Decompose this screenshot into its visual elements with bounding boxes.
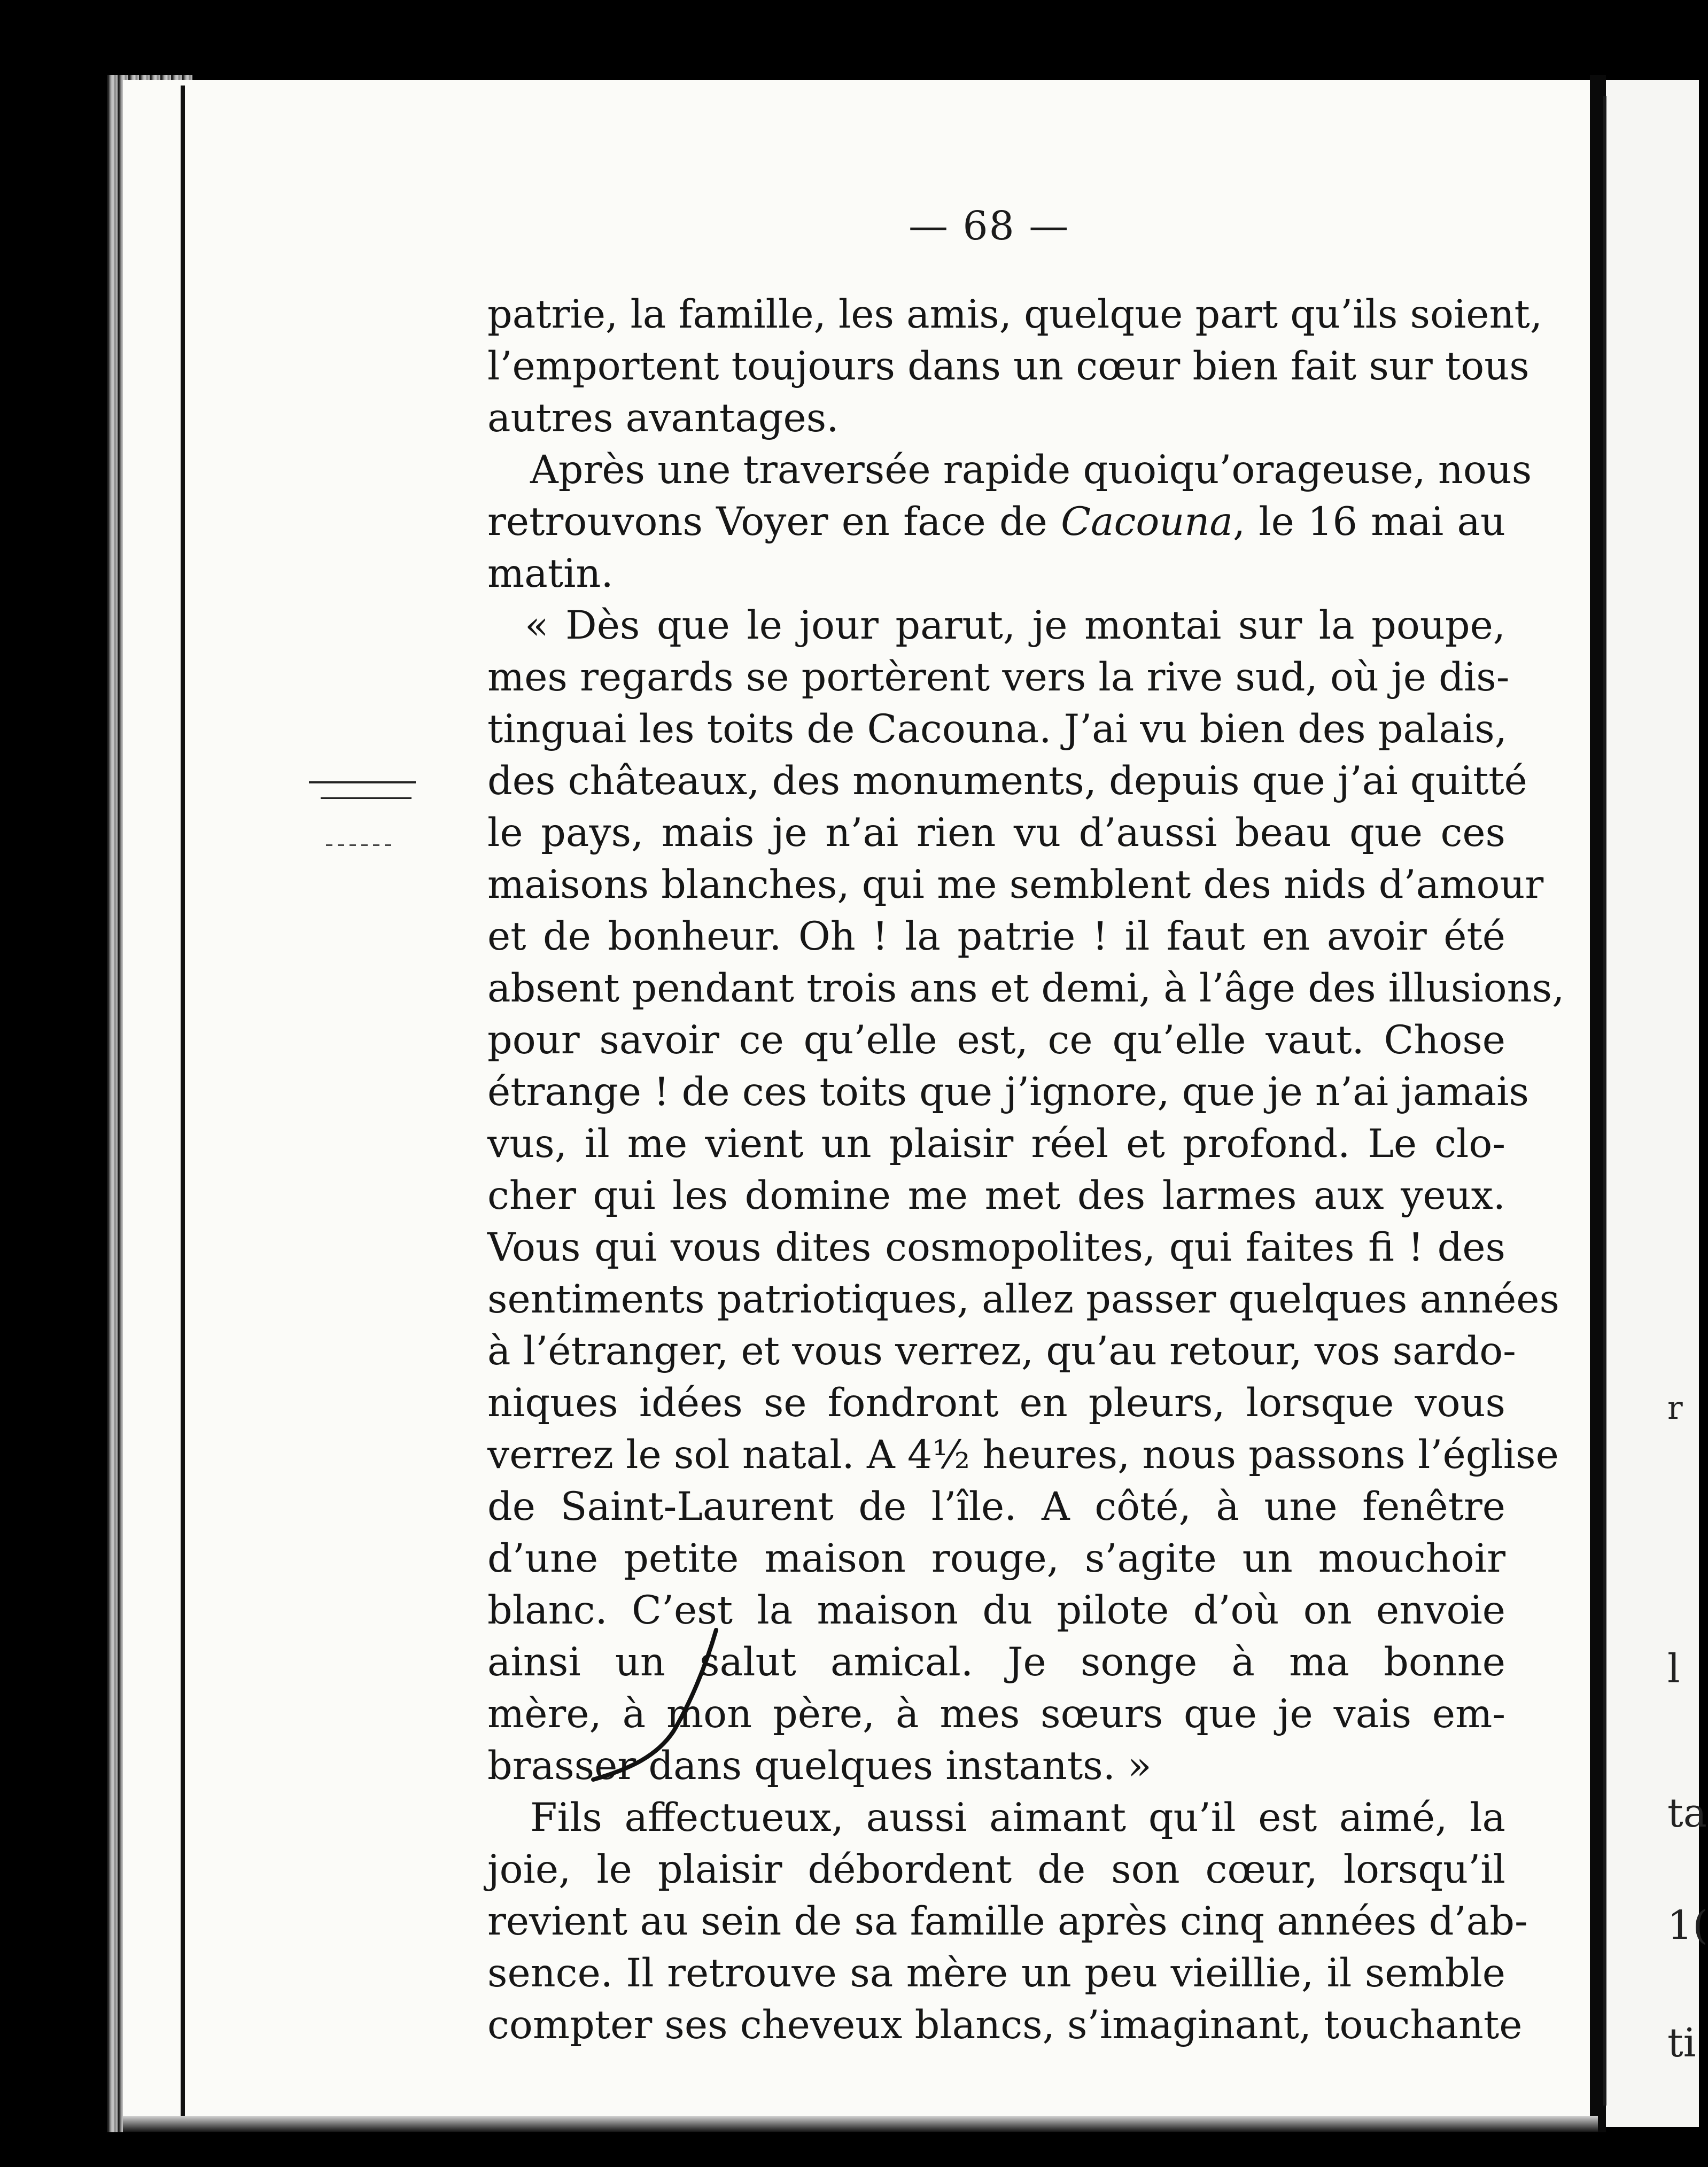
text-line: blanc. C’est la maison du pilote d’où on envoie: [487, 1588, 1505, 1633]
text-line: patrie, la famille, les amis, quelque part qu’ils soient,: [487, 292, 1543, 337]
text-line: tinguai les toits de Cacouna. J’ai vu bien des palais,: [487, 706, 1507, 752]
text-segment: retrouvons Voyer en face de: [487, 499, 1047, 545]
text-line: l’emportent toujours dans un cœur bien fait sur tous: [487, 344, 1530, 389]
text-line: pour savoir ce qu’elle est, ce qu’elle vaut. Chose: [487, 1018, 1505, 1063]
text-line: sentiments patriotiques, allez passer quelques années: [487, 1277, 1559, 1322]
facing-page-fragment: 1(: [1667, 1902, 1708, 1948]
facing-page-fragment: l: [1667, 1646, 1680, 1692]
text-line: des châteaux, des monuments, depuis que j’ai quitté: [487, 758, 1527, 804]
text-line: mes regards se portèrent vers la rive sud, où je dis-: [487, 655, 1510, 700]
bottom-page-edge: [123, 2116, 1598, 2132]
text-line: Vous qui vous dites cosmopolites, qui faites fi ! des: [487, 1225, 1505, 1270]
text-line-with-italic: [487, 496, 1505, 548]
text-line: étrange ! de ces toits que j’ignore, que je n’ai jamais: [487, 1069, 1529, 1115]
text-line: ainsi un salut amical. Je songe à ma bonne: [487, 1640, 1505, 1685]
margin-rule: [309, 781, 416, 783]
text-line: niques idées se fondront en pleurs, lorsque vous: [487, 1380, 1505, 1426]
text-line: joie, le plaisir débordent de son cœur, lorsqu’il: [487, 1847, 1505, 1892]
text-line: et de bonheur. Oh ! la patrie ! il faut en avoir été: [487, 914, 1505, 959]
facing-page-fragment: r: [1667, 1389, 1683, 1427]
text-line: matin.: [487, 551, 614, 596]
text-line: d’une petite maison rouge, s’agite un mouchoir: [487, 1536, 1505, 1581]
place-name-italic: Cacouna: [1061, 499, 1233, 545]
margin-rule-second: [321, 797, 412, 799]
text-segment: , le 16 mai au: [1232, 499, 1505, 545]
facing-page-rule: [1603, 96, 1606, 2106]
body-text: [487, 289, 1565, 2051]
margin-dashes: [326, 844, 395, 846]
facing-page-fragment: ta: [1667, 1790, 1707, 1836]
text-line: compter ses cheveux blancs, s’imaginant, touchante: [487, 2002, 1523, 2048]
facing-page-fragment: ti: [1667, 2020, 1696, 2066]
text-line: sence. Il retrouve sa mère un peu vieillie, il semble: [487, 1951, 1505, 1996]
text-line: de Saint-Laurent de l’île. A côté, à une fenêtre: [487, 1484, 1505, 1529]
text-line: verrez le sol natal. A 4½ heures, nous passons l’église: [487, 1432, 1559, 1478]
text-line: Après une traversée rapide quoiqu’orageuse, nous: [530, 447, 1532, 493]
text-line: à l’étranger, et vous verrez, qu’au retour, vos sardo-: [487, 1329, 1516, 1374]
text-line: absent pendant trois ans et demi, à l’âge des illusions,: [487, 966, 1565, 1011]
text-line: mère, à mon père, à mes sœurs que je vais em-: [487, 1691, 1505, 1737]
text-line: autres avantages.: [487, 395, 839, 441]
text-line: vus, il me vient un plaisir réel et profond. Le clo-: [487, 1121, 1505, 1167]
text-line: brasser dans quelques instants. »: [487, 1743, 1152, 1789]
text-line: Fils affectueux, aussi aimant qu’il est aimé, la: [530, 1795, 1505, 1840]
text-line: maisons blanches, qui me semblent des nids d’amour: [487, 862, 1544, 907]
text-line: le pays, mais je n’ai rien vu d’aussi beau que ces: [487, 810, 1505, 856]
gutter-rule: [181, 86, 185, 2116]
text-line: « Dès que le jour parut, je montai sur la poupe,: [525, 603, 1505, 648]
page-number: — 68 —: [909, 203, 1070, 249]
text-line: revient au sein de sa famille après cinq années d’ab-: [487, 1899, 1528, 1944]
pen-stroke-mark: [583, 1625, 764, 1785]
text-line: cher qui les domine me met des larmes aux yeux.: [487, 1173, 1505, 1218]
